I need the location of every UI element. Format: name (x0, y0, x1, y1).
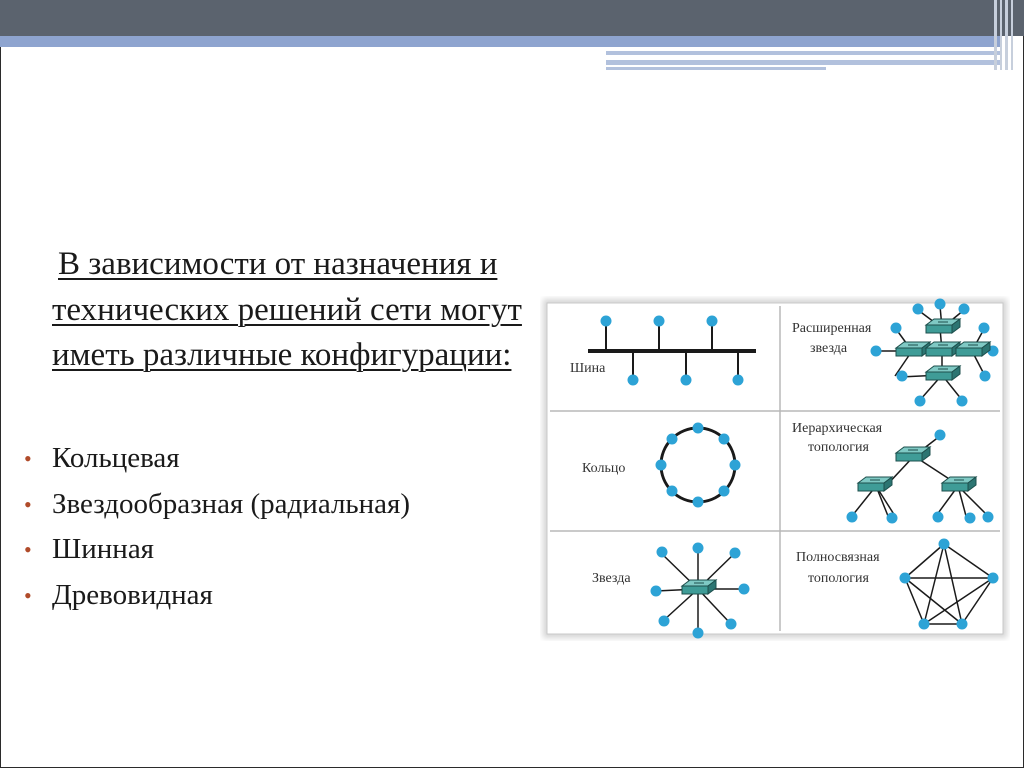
mesh-label-line2: топология (808, 571, 869, 586)
topology-diagram-panel (540, 296, 1010, 641)
bullet-item-star (24, 482, 410, 528)
extended-star-label-line1: Расширенная (792, 321, 872, 336)
decorative-edge-lines (994, 0, 1024, 70)
decorative-stripe (606, 60, 1000, 65)
topology-bullet-list (24, 436, 410, 618)
bullet-item-ring (24, 436, 410, 482)
bullet-text: Кольцевая (52, 442, 180, 474)
bullet-text: Шинная (52, 533, 155, 565)
lead-text-content: В зависимости от назначения и технических решений сети могут иметь различные конфигурации: (52, 246, 522, 373)
bullet-marker: • (24, 446, 32, 471)
bullet-item-tree (24, 573, 410, 619)
header-bar (0, 0, 1024, 36)
decorative-stripe (606, 67, 826, 70)
decorative-stripe (606, 51, 1000, 55)
hierarchical-label-line2: топология (808, 440, 869, 455)
bullet-marker: • (24, 491, 32, 517)
hierarchical-label-line1: Иерархическая (792, 421, 883, 436)
mesh-label-line1: Полносвязная (796, 550, 880, 565)
bullet-item-bus (24, 527, 410, 573)
bullet-marker: • (24, 582, 32, 608)
bus-topology-label: Шина (570, 361, 606, 376)
bullet-marker: • (24, 537, 32, 562)
ring-topology-label: Кольцо (582, 461, 626, 476)
lead-text (52, 242, 552, 379)
bullet-text: Звездообразная (радиальная) (52, 487, 411, 520)
bullet-text: Древовидная (52, 578, 213, 611)
extended-star-label-line2: звезда (810, 341, 848, 356)
header-accent-stripe (0, 36, 1000, 47)
star-topology-label: Звезда (592, 571, 631, 586)
